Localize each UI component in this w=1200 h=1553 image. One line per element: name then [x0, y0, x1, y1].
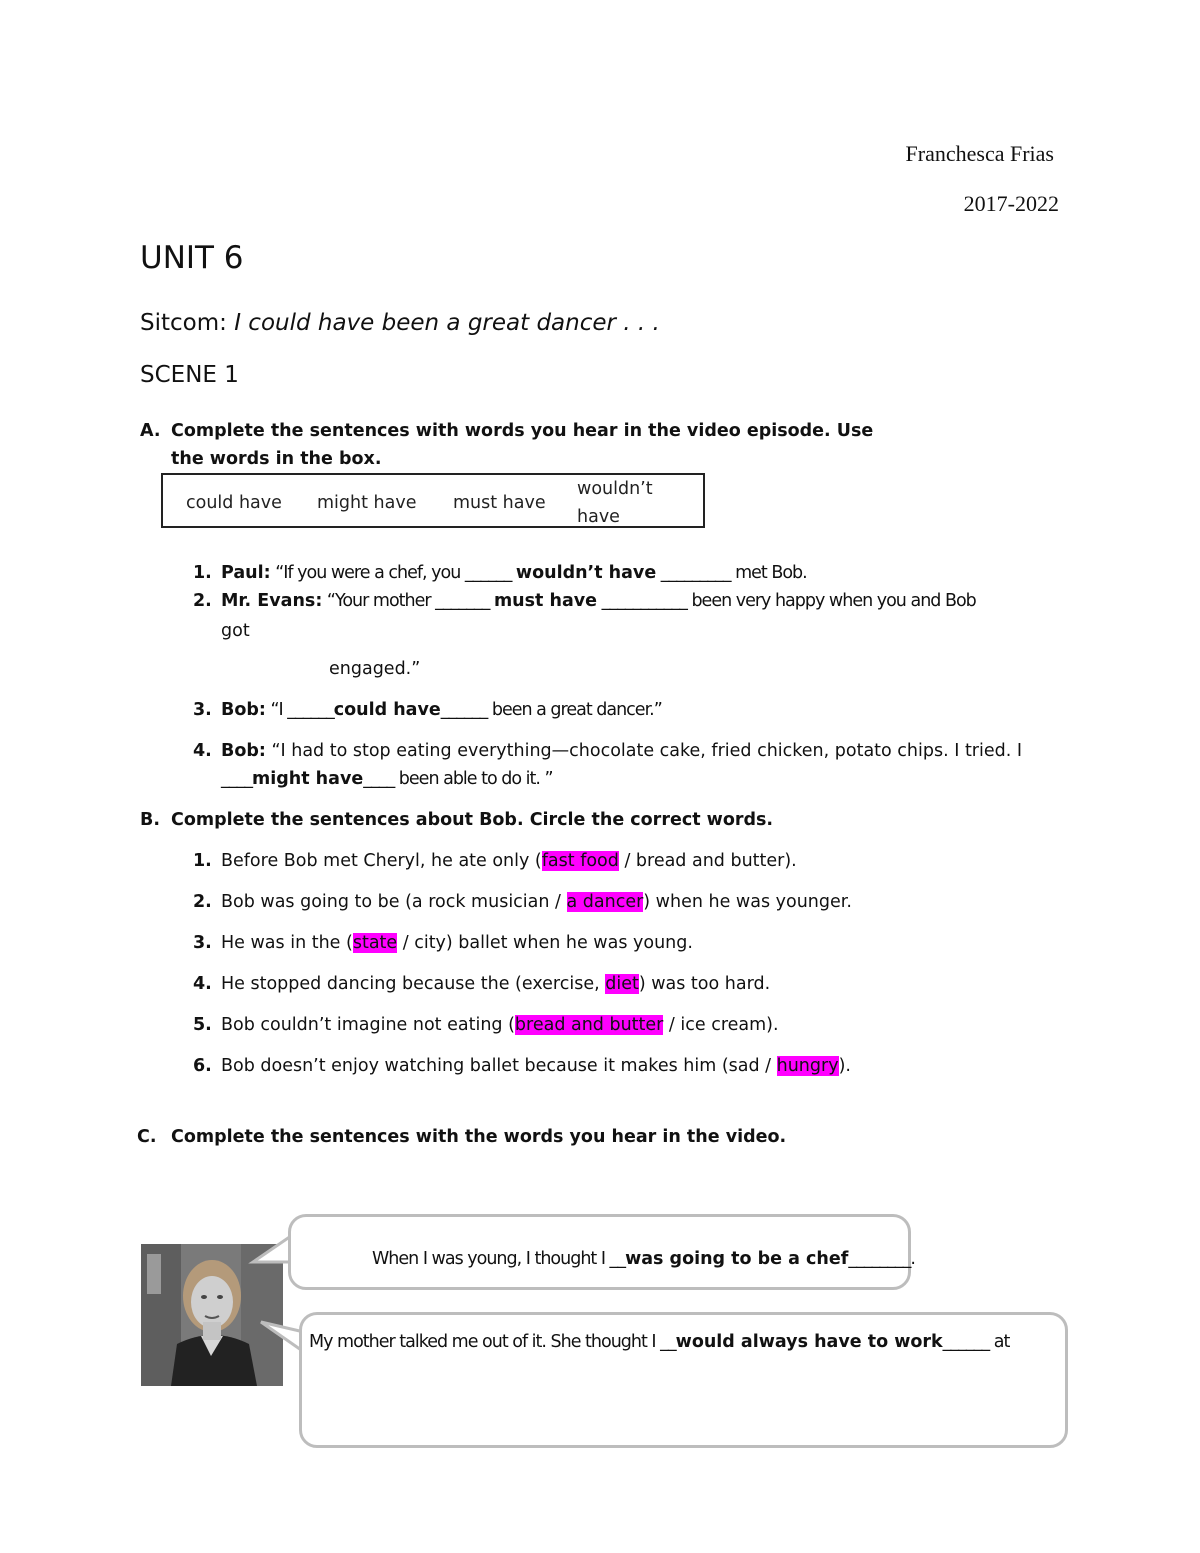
text: Bob doesn’t enjoy watching ballet because it makes him (sad /: [221, 1056, 777, 1076]
text: ).: [838, 1056, 851, 1076]
text: / city) ballet when he was young.: [397, 933, 693, 953]
circled-answer: a dancer: [566, 892, 644, 912]
answer: must have: [493, 591, 598, 611]
item-number: 4.: [193, 974, 212, 994]
speech-bubble-2: [299, 1312, 1068, 1448]
section-c-instruction: Complete the sentences with the words you hear in the video.: [171, 1127, 787, 1147]
word-box-item: could have: [186, 493, 282, 513]
section-a-instruction-1: Complete the sentences with words you hear in the video episode. Use: [171, 421, 874, 441]
text: ___________ been very happy when you and Bob: [597, 591, 976, 611]
item-number: 5.: [193, 1015, 212, 1035]
a-item-2-line2: got: [221, 621, 250, 641]
word-box-item: must have: [453, 493, 546, 513]
section-a-instruction-2: the words in the box.: [171, 449, 382, 469]
scene-heading: SCENE 1: [140, 362, 239, 388]
text: ____ been able to do it. ”: [363, 769, 553, 789]
text: Bob couldn’t imagine not eating (: [221, 1015, 515, 1035]
item-number: 3.: [193, 700, 212, 720]
bubble-2-text: [309, 1332, 1009, 1352]
text: He stopped dancing because the (exercise,: [221, 974, 606, 994]
answer: might have: [252, 769, 364, 789]
word-box-item: have: [577, 507, 620, 527]
answer: was going to be a chef: [625, 1249, 849, 1269]
text: / ice cream).: [663, 1015, 779, 1035]
sitcom-title: I could have been a great dancer . . .: [234, 310, 660, 336]
text: “I ______: [265, 700, 334, 720]
speech-bubble-1: [288, 1214, 915, 1290]
item-number: 2.: [193, 591, 212, 611]
text: Before Bob met Cheryl, he ate only (: [221, 851, 542, 871]
item-number: 3.: [193, 933, 212, 953]
text: ) when he was younger.: [643, 892, 852, 912]
sitcom-label: Sitcom:: [140, 310, 235, 336]
section-b-instruction: Complete the sentences about Bob. Circle the correct words.: [171, 810, 774, 830]
circled-answer: hungry: [776, 1056, 839, 1076]
speaker: Bob:: [221, 700, 266, 720]
text: / bread and butter).: [618, 851, 797, 871]
section-a-letter: A.: [140, 421, 161, 441]
item-number: 1.: [193, 851, 212, 871]
school-years: 2017-2022: [963, 191, 1059, 216]
text: “If you were a chef, you ______: [270, 563, 516, 583]
answer: would always have to work: [675, 1332, 943, 1352]
text: ____: [221, 769, 252, 789]
speaker: Mr. Evans:: [221, 591, 323, 611]
speaker: Paul:: [221, 563, 271, 583]
circled-answer: fast food: [541, 851, 619, 871]
text: _________ met Bob.: [656, 563, 807, 583]
answer: could have: [333, 700, 441, 720]
section-c-letter: C.: [137, 1127, 157, 1147]
word-box-item: might have: [317, 493, 417, 513]
circled-answer: diet: [605, 974, 639, 994]
text: ______ been a great dancer.”: [440, 700, 662, 720]
item-number: 2.: [193, 892, 212, 912]
text: When I was young, I thought I __: [372, 1249, 626, 1269]
text: “Your mother _______: [322, 591, 494, 611]
answer: wouldn’t have: [515, 563, 657, 583]
unit-title: UNIT 6: [140, 240, 244, 276]
text: ______ at: [942, 1332, 1010, 1352]
word-box-item: wouldn’t: [577, 479, 653, 499]
text: ________.: [848, 1249, 915, 1269]
text: Bob was going to be (a rock musician /: [221, 892, 567, 912]
circled-answer: bread and butter: [514, 1015, 664, 1035]
a-item-2-line3: engaged.”: [329, 659, 421, 679]
text: My mother talked me out of it. She thought I __: [309, 1332, 676, 1352]
speaker: Bob:: [221, 741, 266, 761]
text: “I had to stop eating everything—chocolate cake, fried chicken, potato chips. I tried. I: [265, 741, 1023, 761]
author-name: Franchesca Frias: [905, 141, 1054, 166]
bubble-1-text: [372, 1249, 915, 1269]
circled-answer: state: [352, 933, 398, 953]
item-number: 1.: [193, 563, 212, 583]
section-b-letter: B.: [140, 810, 160, 830]
text: He was in the (: [221, 933, 353, 953]
item-number: 6.: [193, 1056, 212, 1076]
text: ) was too hard.: [638, 974, 771, 994]
item-number: 4.: [193, 741, 212, 761]
